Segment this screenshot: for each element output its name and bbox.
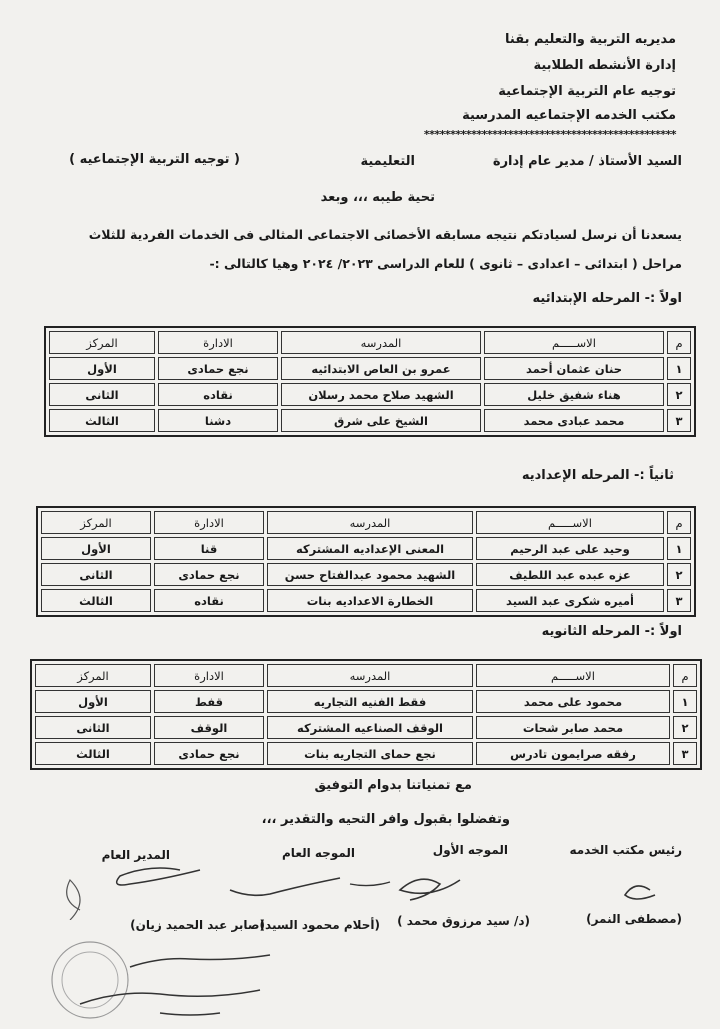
sig-first-supervisor-title: الموجه الأول (432, 843, 508, 857)
section-primary-title: اولاً :- المرحله الإبتدائيه (532, 291, 682, 306)
address-dept: ( توجيه التربية الإجتماعيه ) (69, 152, 240, 167)
table-header-row (35, 664, 697, 687)
col-admin: الادارة (154, 664, 264, 687)
row-school: نجع حماى التجاريه بنات (267, 742, 473, 765)
sig-general-manager-title: المدير العام (101, 848, 170, 862)
row-admin: قنا (154, 537, 264, 560)
col-admin: الادارة (158, 331, 278, 354)
row-admin: نقاده (154, 589, 264, 612)
greeting: تحية طيبه ،،، وبعد (320, 190, 435, 205)
row-name: محمد عبادى محمد (484, 409, 664, 432)
row-rank: الأول (41, 537, 151, 560)
row-rank: الأول (35, 690, 151, 713)
col-rank: المركز (35, 664, 151, 687)
address-to: السيد الأستاذ / مدير عام إدارة (492, 154, 682, 169)
sig-general-supervisor-title: الموجه العام (282, 846, 355, 860)
address-educational: التعليمية (360, 154, 415, 169)
row-admin: نجع حمادى (158, 357, 278, 380)
row-admin: نجع حمادى (154, 742, 264, 765)
section-prep-title: ثانياً :- المرحله الإعداديه (521, 468, 674, 483)
col-rank: المركز (49, 331, 155, 354)
row-rank: الثالث (35, 742, 151, 765)
table-row (41, 537, 691, 560)
row-name: محمود على محمد (476, 690, 670, 713)
row-admin: الوقف (154, 716, 264, 739)
stamp-and-note (20, 935, 320, 1025)
body-line-2: مراحل ( ابتدائى – اعدادى – ثانوى ) للعام الدراسى ٢٠٢٣/ ٢٠٢٤ وهيا كالتالى :- (209, 256, 682, 271)
table-row (41, 563, 691, 586)
col-school: المدرسه (281, 331, 481, 354)
row-rank: الأول (49, 357, 155, 380)
row-num: ٢ (667, 563, 691, 586)
col-num: م (673, 664, 697, 687)
sig-office-head-title: رئيس مكتب الخدمه (569, 843, 682, 857)
col-school: المدرسه (267, 511, 473, 534)
table-row (35, 690, 697, 713)
row-school: الشهيد صلاح محمد رسلان (281, 383, 481, 406)
table-row (41, 589, 691, 612)
header-office: مكتب الخدمه الإجتماعيه المدرسية (462, 108, 676, 123)
table-row (49, 357, 691, 380)
row-num: ٣ (673, 742, 697, 765)
row-admin: نقاده (158, 383, 278, 406)
header-directorate: مديريه التربية والتعليم بقنا (505, 32, 676, 47)
row-school: الشيخ على شرق (281, 409, 481, 432)
row-admin: قفط (154, 690, 264, 713)
header-divider: ************************************************ (423, 128, 676, 141)
row-admin: نجع حمادى (154, 563, 264, 586)
row-name: عزه عبده عبد اللطيف (476, 563, 664, 586)
row-num: ١ (667, 357, 691, 380)
row-school: الوقف الصناعيه المشتركه (267, 716, 473, 739)
sig-first-supervisor-name: (د/ سيد مرزوق محمد ) (397, 914, 530, 928)
row-school: المعنى الإعداديه المشتركه (267, 537, 473, 560)
table-row (49, 409, 691, 432)
col-num: م (667, 331, 691, 354)
row-school: الخطارة الاعداديه بنات (267, 589, 473, 612)
row-num: ٣ (667, 409, 691, 432)
row-school: فقط الفنيه التجاريه (267, 690, 473, 713)
closing-regards: وتفضلوا بقبول وافر التحيه والتقدير ،،، (261, 812, 510, 827)
row-num: ٢ (667, 383, 691, 406)
table-row (35, 742, 697, 765)
row-name: وحيد على عبد الرحيم (476, 537, 664, 560)
row-name: محمد صابر شحات (476, 716, 670, 739)
secondary-results-table (30, 659, 702, 770)
row-num: ٢ (673, 716, 697, 739)
header-guidance: توجيه عام التربية الإجتماعية (498, 84, 676, 99)
row-admin: دشنا (158, 409, 278, 432)
prep-results-table (36, 506, 696, 617)
col-num: م (667, 511, 691, 534)
table-row (35, 716, 697, 739)
row-num: ١ (673, 690, 697, 713)
row-school: عمرو بن العاص الابتدائيه (281, 357, 481, 380)
body-line-1: يسعدنا أن نرسل لسيادتكم نتيجه مسابقه الأخصائى الاجتماعى المثالى فى الخدمات الفردية للثلاث (88, 227, 682, 242)
row-school: الشهيد محمود عبدالفتاح حسن (267, 563, 473, 586)
col-rank: المركز (41, 511, 151, 534)
col-admin: الادارة (154, 511, 264, 534)
col-school: المدرسه (267, 664, 473, 687)
row-name: هناء شفيق خليل (484, 383, 664, 406)
row-name: أميره شكرى عبد السيد (476, 589, 664, 612)
header-activities: إدارة الأنشطه الطلابية (533, 58, 676, 73)
closing-wish: مع تمنياتنا بدوام التوفيق (314, 778, 472, 793)
table-header-row (49, 331, 691, 354)
col-name: الاســـــم (476, 664, 670, 687)
row-name: رفقه صرايمون تادرس (476, 742, 670, 765)
row-rank: الثالث (41, 589, 151, 612)
section-secondary-title: اولاً :- المرحله الثانويه (541, 624, 682, 639)
row-rank: الثانى (49, 383, 155, 406)
row-rank: الثالث (49, 409, 155, 432)
sig-general-supervisor-name: (أحلام محمود السيد) (259, 918, 380, 932)
sig-general-manager-name: (صابر عبد الحميد زيان) (130, 918, 265, 932)
primary-results-table (44, 326, 696, 437)
table-row (49, 383, 691, 406)
col-name: الاســـــم (484, 331, 664, 354)
table-header-row (41, 511, 691, 534)
sig-office-head-name: (مصطفى النمر) (586, 912, 682, 926)
row-num: ٣ (667, 589, 691, 612)
handwritten-signatures (40, 860, 700, 920)
row-num: ١ (667, 537, 691, 560)
row-name: حنان عثمان أحمد (484, 357, 664, 380)
row-rank: الثانى (41, 563, 151, 586)
row-rank: الثانى (35, 716, 151, 739)
col-name: الاســـــم (476, 511, 664, 534)
